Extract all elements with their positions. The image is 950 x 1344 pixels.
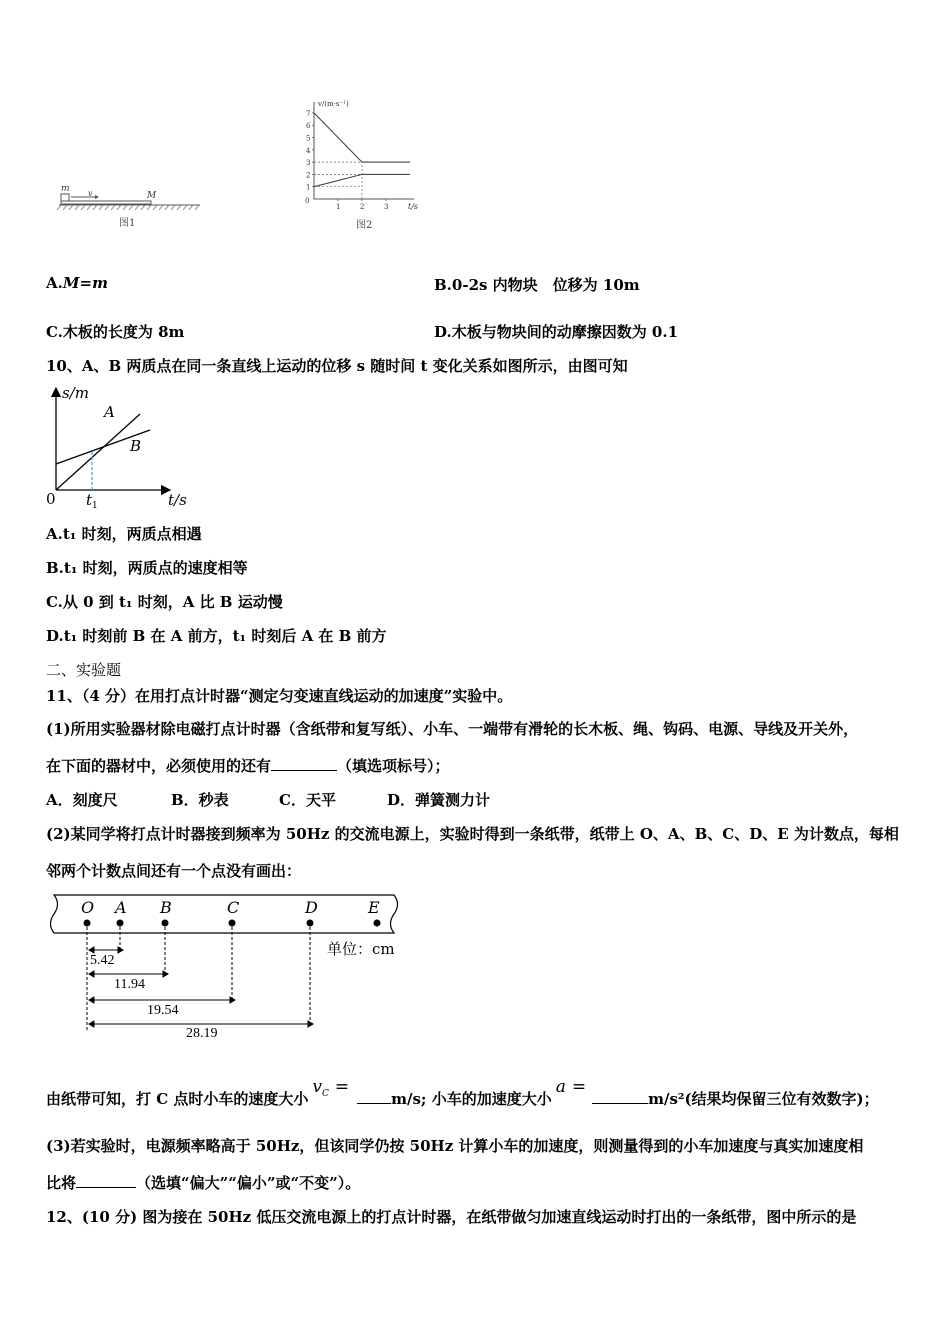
section-title: 二、实验题 — [46, 661, 122, 679]
q11-stem: 11、（4 分）在用打点计时器“测定匀变速直线运动的加速度”实验中。 — [46, 687, 513, 705]
q11-part1-hint: （填选项标号）； — [337, 757, 450, 775]
fig2-y-tick-label-1: 1 — [306, 183, 311, 192]
q11-part3-hint: （选填“偏大”“偏小”或“不变”）。 — [136, 1174, 361, 1192]
fig2-series-2 — [314, 174, 410, 186]
q11-part3-text: 比将 — [46, 1174, 77, 1192]
fig1-label-M: M — [147, 191, 157, 201]
fig2-x-tick-label-1: 1 — [336, 203, 341, 211]
fig2-caption: 图2 — [356, 220, 373, 231]
paper-tape-figure — [44, 892, 404, 1044]
q11-answer-blank-3[interactable] — [76, 1173, 136, 1188]
q11-part3-line1: (3)若实验时，电源频率略高于 50Hz，但该同学仍按 50Hz 计算小车的加速度，则测量得到的小车加速度与真实加速度相 — [46, 1137, 864, 1155]
figure-2 — [296, 96, 436, 232]
q11-part2-line3 — [46, 1077, 879, 1109]
q11-answer-blank-vc[interactable] — [357, 1089, 391, 1104]
tape-measure-oa: 5.42 — [90, 953, 115, 968]
tape-point-b: B — [160, 898, 172, 917]
q9-option-c: C.木板的长度为 8m — [46, 323, 185, 341]
q11-a-unit: m/s²(结果均保留三位有效数字)； — [648, 1090, 879, 1108]
fig1-label-m: m — [61, 184, 70, 194]
q11-choice-a: A．刻度尺 — [46, 791, 118, 809]
q11-choice-c: C．天平 — [279, 791, 336, 809]
q10-line-a-label: A — [104, 403, 115, 421]
fig2-x-tick-label-2: 2 — [360, 203, 365, 211]
q11-answer-blank-a[interactable] — [592, 1089, 648, 1104]
figure-2-chart — [296, 96, 436, 212]
q11-a-prompt: m/s; 小车的加速度大小 — [391, 1090, 552, 1108]
fig2-y-tick-label-3: 3 — [306, 159, 311, 168]
q11-answer-blank-1[interactable] — [271, 756, 337, 771]
tape-measure-oc: 19.54 — [147, 1003, 179, 1018]
fig2-y-tick-label-7: 7 — [306, 109, 311, 118]
fig2-y-tick-label-6: 6 — [306, 122, 311, 131]
q10-option-c: C.从 0 到 t₁ 时刻，A 比 B 运动慢 — [46, 593, 283, 611]
q10-graph-drawing — [44, 384, 194, 512]
tape-unit: 单位：cm — [327, 940, 395, 958]
q11-part1-line2 — [46, 755, 450, 776]
tape-point-e: E — [368, 898, 380, 917]
tape-point-o: O — [81, 898, 95, 917]
q10-x-axis-label: t/s — [168, 491, 187, 509]
q10-t1-label: $t_1$ — [86, 491, 98, 511]
fig2-y-tick-label-5: 5 — [306, 134, 311, 143]
fig2-y-axis-label: v/(m·s⁻¹) — [318, 100, 349, 108]
vc-subscript: C — [322, 1089, 329, 1099]
fig2-y-tick-label-2: 2 — [306, 171, 311, 180]
tape-measure-ob: 11.94 — [114, 977, 145, 992]
q10-option-b: B.t₁ 时刻，两质点的速度相等 — [46, 559, 248, 577]
tape-point-c: C — [227, 898, 240, 917]
figure-1 — [55, 180, 205, 230]
q11-vc-prompt: 由纸带可知，打 C 点时小车的速度大小 — [46, 1090, 309, 1108]
fig1-label-v: v — [88, 189, 93, 198]
a-symbol: a — [555, 1077, 566, 1097]
q10-option-d: D.t₁ 时刻前 B 在 A 前方，t₁ 时刻后 A 在 B 前方 — [46, 627, 387, 645]
figure-1-drawing — [55, 180, 205, 212]
fig2-y-tick-label-4: 4 — [306, 146, 311, 155]
q9-option-b: B.0-2s 内物块 位移为 10m — [434, 276, 640, 294]
vc-equals: = — [334, 1077, 350, 1097]
q11-choice-d: D．弹簧测力计 — [387, 791, 491, 809]
q10-y-axis-label: s/m — [62, 384, 89, 402]
q10-option-a: A.t₁ 时刻，两质点相遇 — [46, 525, 202, 543]
q9-option-d: D.木板与物块间的动摩擦因数为 0.1 — [434, 323, 679, 341]
tape-measure-od: 28.19 — [186, 1026, 218, 1041]
q10-line-b-label: B — [130, 437, 142, 455]
q10-graph — [44, 384, 194, 512]
q11-part2-line2: 邻两个计数点间还有一个点没有画出： — [46, 862, 302, 880]
fig2-series-1 — [314, 113, 410, 162]
q11-part1-text: 在下面的器材中，必须使用的还有 — [46, 757, 272, 775]
fig2-x-axis-label: t/s — [408, 202, 419, 211]
q11-part3-line2 — [46, 1172, 360, 1193]
q10-origin: 0 — [46, 490, 56, 508]
q11-part1-line1: (1)所用实验器材除电磁打点计时器（含纸带和复写纸）、小车、一端带有滑轮的长木板、绳、钩码、电源、导线及开关外， — [46, 720, 859, 738]
line-a — [56, 414, 140, 490]
tape-point-a: A — [115, 898, 127, 917]
q11-part2-line1: (2)某同学将打点计时器接到频率为 50Hz 的交流电源上，实验时得到一条纸带，纸带上 O、A、B、C、D、E 为计数点，每相 — [46, 825, 899, 843]
q9-option-a: A.M=m — [46, 274, 108, 292]
fig2-origin: 0 — [305, 197, 310, 205]
a-equals: = — [571, 1077, 587, 1097]
tape-point-d: D — [305, 898, 318, 917]
q11-choice-b: B．秒表 — [171, 791, 229, 809]
q10-stem: 10、A、B 两质点在同一条直线上运动的位移 s 随时间 t 变化关系如图所示，由图可知 — [46, 357, 628, 375]
vc-symbol: v — [312, 1077, 322, 1097]
fig2-x-tick-label-3: 3 — [384, 203, 389, 211]
fig1-caption: 图1 — [119, 218, 136, 229]
q12-stem: 12、(10 分) 图为接在 50Hz 低压交流电源上的打点计时器，在纸带做匀加速直线运动时打出的一条纸带，图中所示的是 — [46, 1208, 857, 1226]
